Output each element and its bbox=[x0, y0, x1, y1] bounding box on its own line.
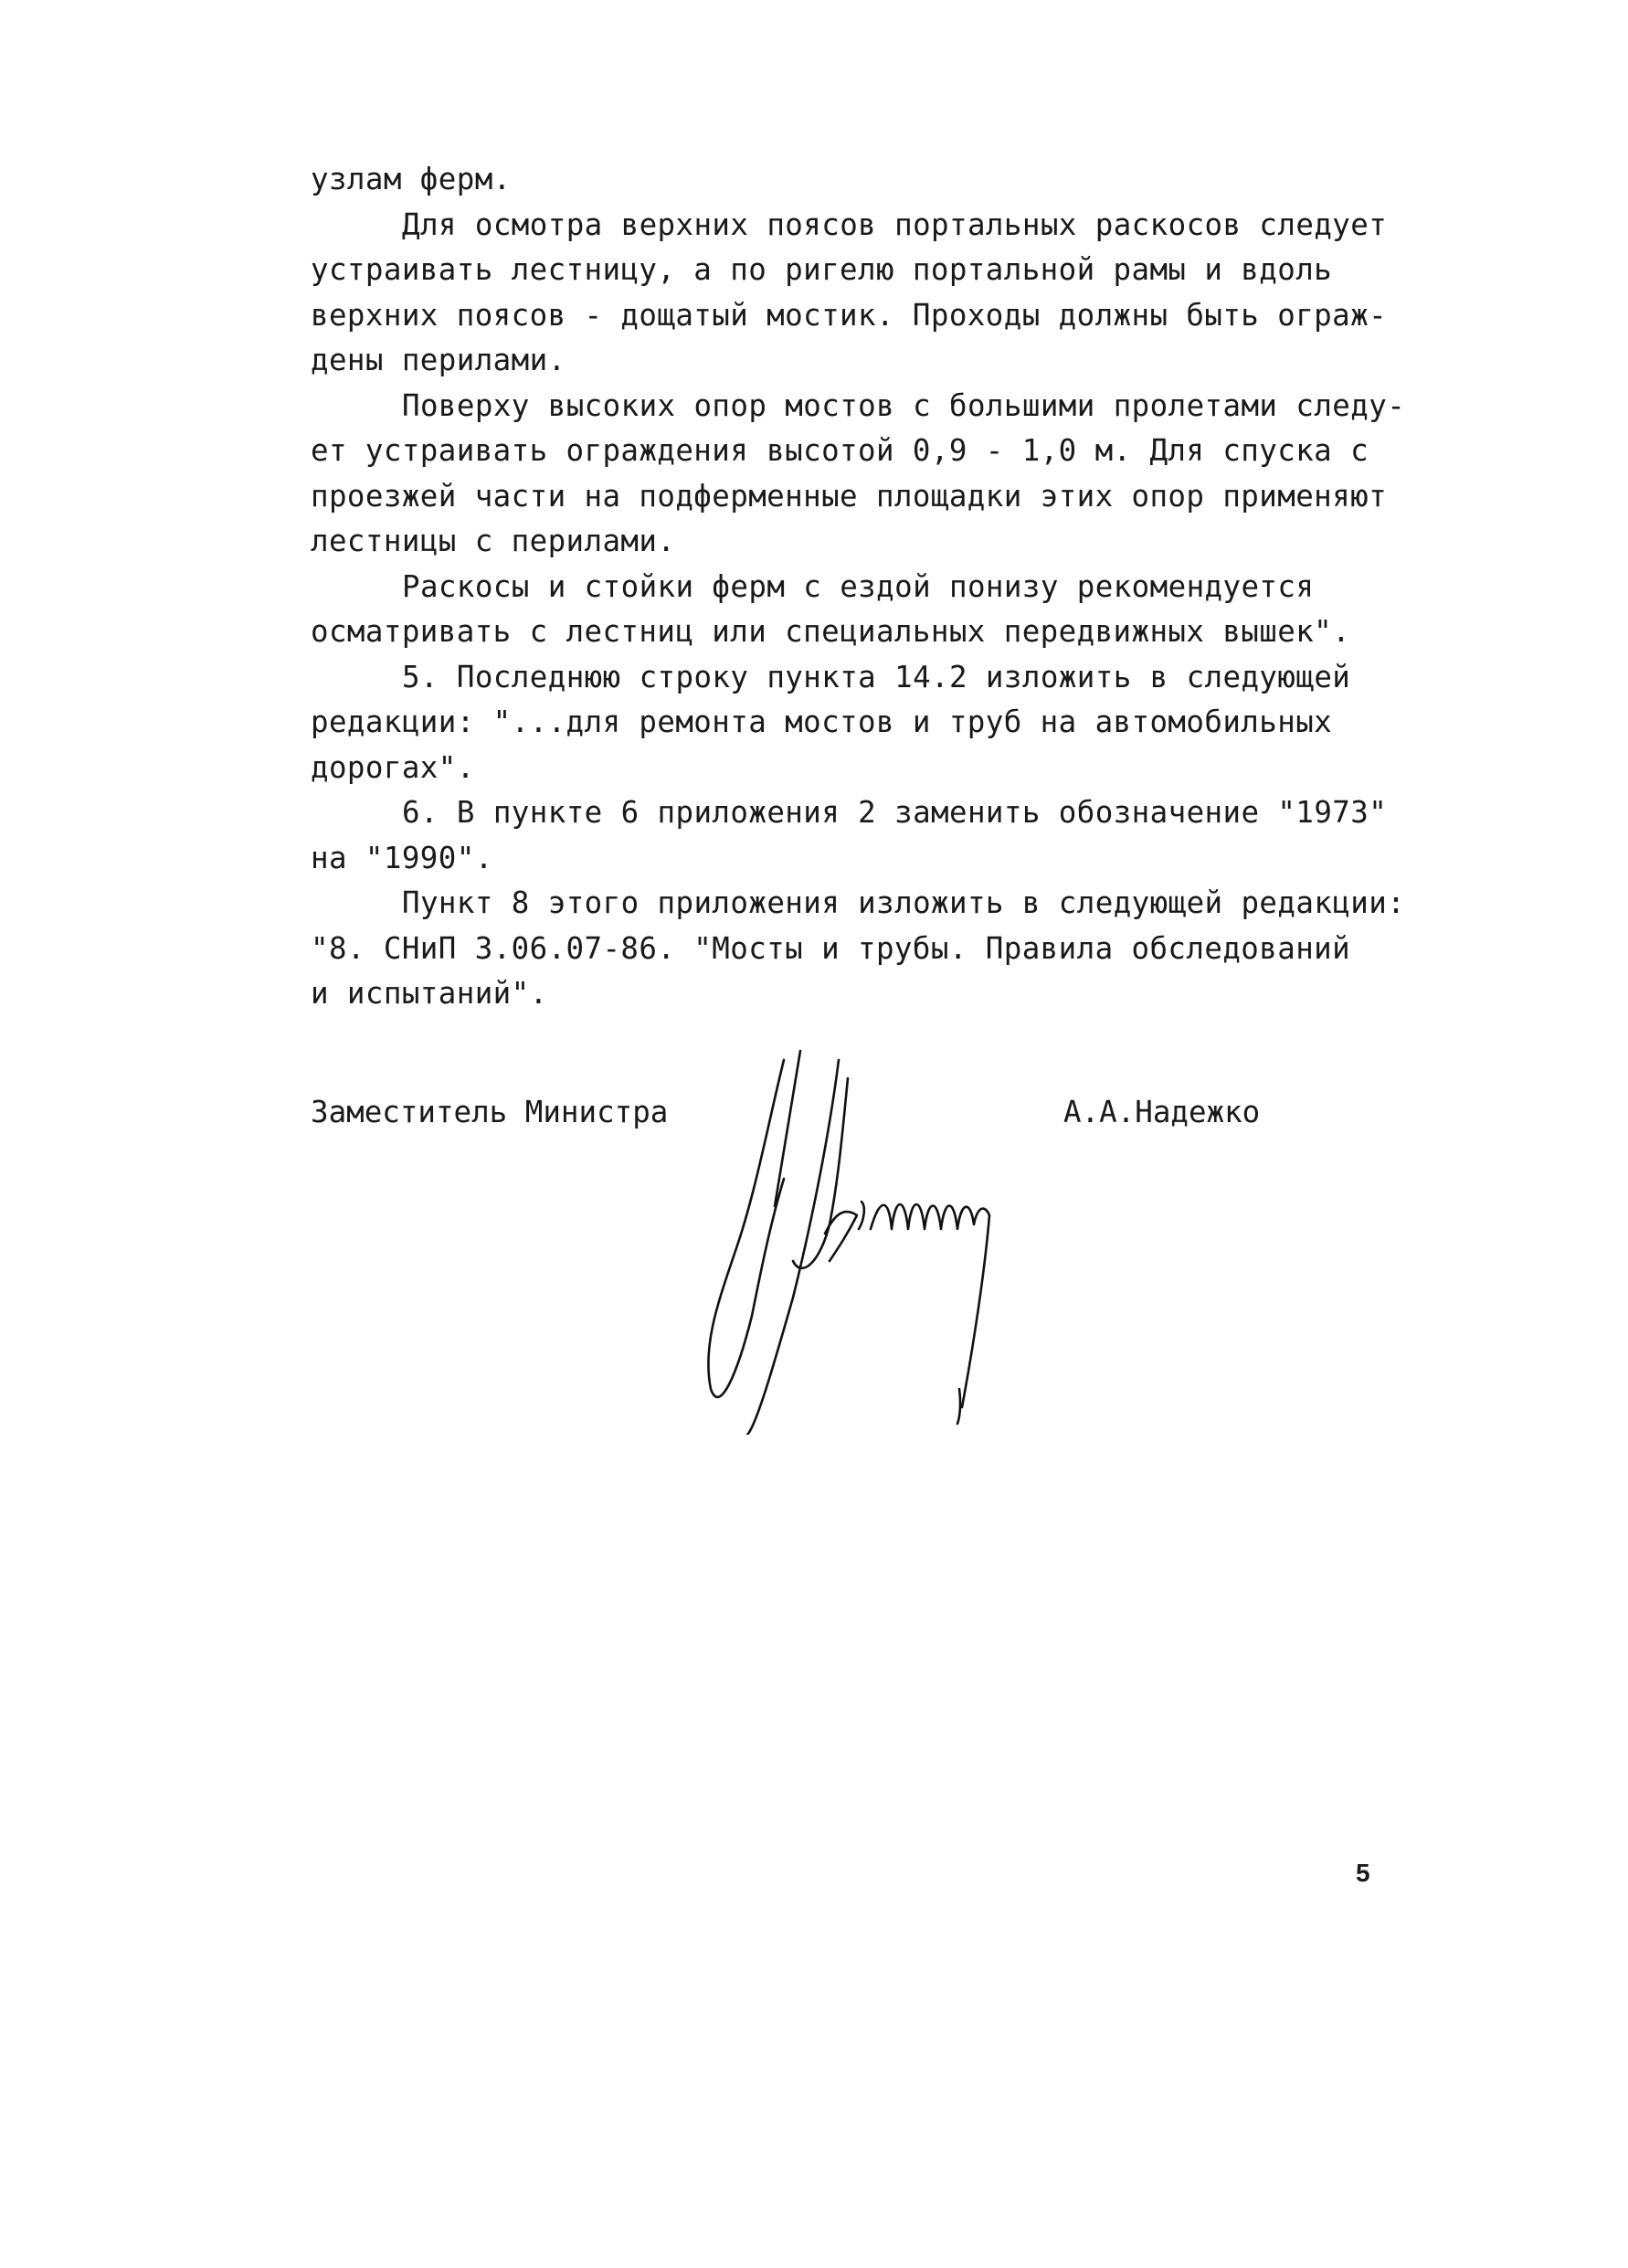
text-line: редакции: "...для ремонта мостов и труб на автомобильных bbox=[311, 705, 1333, 739]
text-line: и испытаний". bbox=[311, 976, 548, 1011]
page-number: 5 bbox=[1356, 1859, 1370, 1887]
text-line: Для осмотра верхних поясов портальных раскосов следует bbox=[402, 207, 1388, 242]
text-line: осматривать с лестниц или специальных передвижных вышек". bbox=[311, 614, 1351, 649]
text-line: верхних поясов - дощатый мостик. Проходы должны быть ограж- bbox=[311, 297, 1388, 333]
text-line: дорогах". bbox=[311, 749, 475, 785]
text-line: узлам ферм. bbox=[311, 162, 512, 196]
document-body bbox=[311, 157, 1407, 1017]
text-line: Поверху высоких опор мостов с большими пролетами следу- bbox=[402, 387, 1406, 423]
signatory-name: А.А.Надежко bbox=[1063, 1095, 1261, 1129]
text-line: Пункт 8 этого приложения изложить в следующей редакции: bbox=[402, 885, 1406, 920]
text-line: ет устраивать ограждения высотой 0,9 - 1,0 м. Для спуска с bbox=[311, 433, 1369, 468]
text-line: 5. Последнюю строку пункта 14.2 изложить в следующей bbox=[402, 659, 1351, 694]
text-line: 6. В пункте 6 приложения 2 заменить обозначение "1973" bbox=[402, 795, 1388, 830]
text-line: устраивать лестницу, а по ригелю портальной рамы и вдоль bbox=[311, 252, 1333, 287]
text-line: на "1990". bbox=[311, 840, 493, 875]
text-line: лестницы с перилами. bbox=[311, 524, 676, 558]
text-line: Раскосы и стойки ферм с ездой понизу рекомендуется bbox=[402, 568, 1315, 604]
text-line: дены перилами. bbox=[311, 343, 566, 377]
text-line: проезжей части на подферменные площадки этих опор применяют bbox=[311, 478, 1388, 514]
text-line: "8. СНиП 3.06.07-86. "Мосты и трубы. Правила обследований bbox=[311, 930, 1351, 966]
signatory-title: Заместитель Министра bbox=[311, 1095, 669, 1129]
handwritten-signature bbox=[683, 1042, 1031, 1435]
